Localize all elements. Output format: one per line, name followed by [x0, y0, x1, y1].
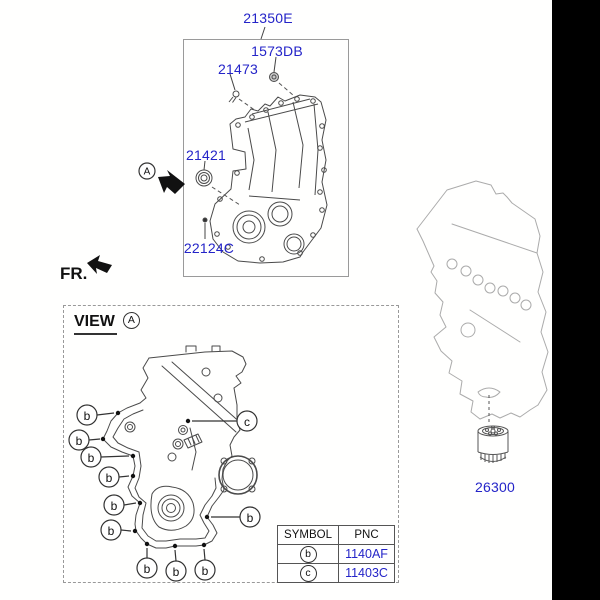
svg-text:b: b: [143, 562, 151, 576]
callout-b-8[interactable]: [166, 544, 186, 581]
svg-text:b: b: [246, 511, 254, 525]
right-black-bar: [552, 0, 600, 600]
svg-text:b: b: [87, 451, 95, 465]
symbol-cell-c: [278, 564, 339, 583]
part-label-1573db[interactable]: 1573DB: [251, 43, 303, 59]
table-header-pnc: PNC: [339, 526, 395, 545]
symbol-c-badge: c: [300, 565, 317, 582]
svg-text:b: b: [107, 524, 115, 538]
bolt-holes: [215, 97, 327, 262]
pnc-cell-11403c[interactable]: 11403C: [339, 564, 395, 583]
table-header-symbol: SYMBOL: [278, 526, 339, 545]
view-a-drawing: [103, 346, 257, 548]
view-title: [74, 313, 140, 335]
svg-text:b: b: [83, 409, 91, 423]
table-row: [278, 564, 395, 583]
svg-text:b: b: [201, 564, 209, 578]
pnc-cell-1140af[interactable]: 1140AF: [339, 545, 395, 564]
callout-b-2[interactable]: [69, 430, 105, 450]
view-title-text: VIEW: [74, 313, 117, 335]
callout-b-6[interactable]: [101, 520, 137, 540]
small-bolt-drawing: [203, 218, 207, 222]
engine-outline-drawing: [417, 181, 548, 419]
symbol-cell-b: [278, 545, 339, 564]
bolt-drawing: [229, 91, 239, 103]
svg-text:b: b: [75, 434, 83, 448]
callout-b-5[interactable]: [104, 495, 142, 515]
fr-arrow-icon: [87, 255, 112, 274]
callout-b-9[interactable]: [195, 543, 215, 580]
svg-text:b: b: [105, 471, 113, 485]
part-label-21350e[interactable]: 21350E: [243, 10, 293, 26]
part-label-21473[interactable]: 21473: [218, 61, 258, 77]
oil-filter-drawing: [478, 395, 508, 463]
part-label-26300[interactable]: 26300: [475, 479, 515, 495]
view-marker-a: A: [123, 312, 140, 329]
callout-b-3[interactable]: [81, 447, 135, 467]
detail-marker-a: [139, 163, 185, 194]
dashed-leader-lines: [212, 83, 293, 205]
svg-text:c: c: [244, 415, 250, 429]
oil-seal-drawing: [196, 170, 212, 186]
svg-text:b: b: [110, 499, 118, 513]
symbol-pnc-table: [277, 525, 395, 583]
callout-c-1[interactable]: [186, 411, 257, 431]
table-row: [278, 545, 395, 564]
part-label-21421[interactable]: 21421: [186, 147, 226, 163]
part-label-22124c[interactable]: 22124C: [183, 240, 235, 256]
fr-label: FR.: [60, 264, 88, 283]
detail-arrow-icon: [158, 170, 185, 194]
detail-marker-a-letter: A: [143, 166, 151, 178]
nut-drawing: [270, 73, 279, 82]
svg-text:b: b: [172, 565, 180, 579]
symbol-b-badge: b: [300, 546, 317, 563]
callout-b-1[interactable]: [77, 405, 120, 425]
callout-b-10[interactable]: [205, 507, 260, 527]
